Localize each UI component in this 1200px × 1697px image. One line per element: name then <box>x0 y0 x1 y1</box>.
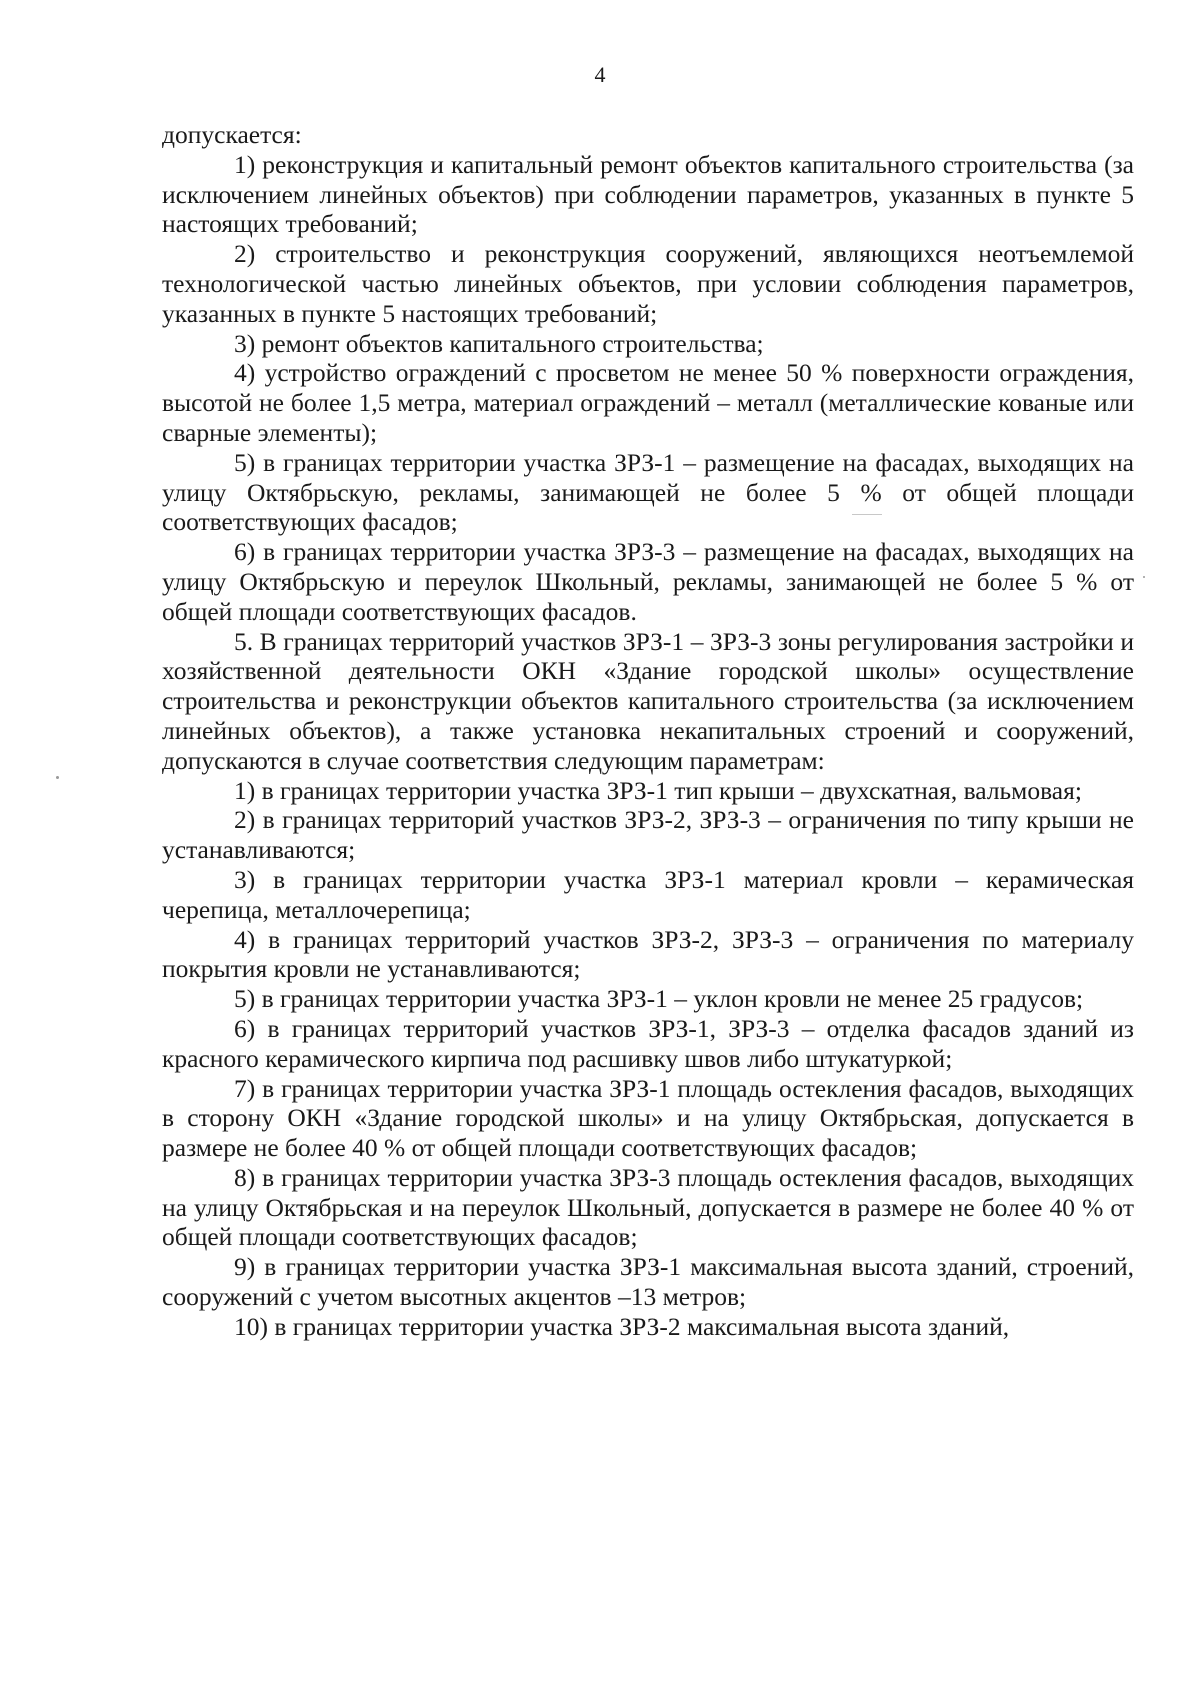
page-number: 4 <box>594 62 606 87</box>
paragraph-4: 4) устройство ограждений с просветом не менее 50 % поверхности ограждения, высотой не более 1,5 метра, материал ограждений – металл (металлические кованые или сварные элементы); <box>162 358 1134 447</box>
document-body <box>162 120 1134 1342</box>
paragraph-1: 1) реконструкция и капитальный ремонт объектов капитального строительства (за исключением линейных объектов) при соблюдении параметров, указанных в пункте 5 настоящих требований; <box>162 149 1134 239</box>
paragraph-11: 4) в границах территорий участков ЗРЗ-2, ЗРЗ-3 – ограничения по материалу покрытия кровли не устанавливаются; <box>162 924 1134 984</box>
paragraph-14: 7) в границах территории участка ЗРЗ-1 площадь остекления фасадов, выходящих в сторону ОКН «Здание городской школы» и на улицу Октябрьская, допускается в размере не более 40 % от общей площади соответствующих фасадов; <box>162 1073 1134 1163</box>
paragraph-3: 3) ремонт объектов капитального строительства; <box>234 328 764 358</box>
paragraph-8: 1) в границах территории участка ЗРЗ-1 тип крыши – двухскатная, вальмовая; <box>234 775 1082 805</box>
paragraph-13: 6) в границах территорий участков ЗРЗ-1, ЗРЗ-3 – отделка фасадов зданий из красного керамического кирпича под расшивку швов либо штукатуркой; <box>162 1013 1134 1073</box>
scan-speck <box>852 514 882 515</box>
paragraph-0: допускается: <box>162 120 302 149</box>
paragraph-7: 5. В границах территорий участков ЗРЗ-1 – ЗРЗ-3 зоны регулирования застройки и хозяйственной деятельности ОКН «Здание городской школы» осуществление строительства и реконструкции объектов капитального строительства (за исключением линейных объектов), а также установка некапитальных строений и сооружений, допускаются в случае соответствия следующим параметрам: <box>162 626 1134 775</box>
paragraph-2: 2) строительство и реконструкция сооружений, являющихся неотъемлемой технологической частью линейных объектов, при условии соблюдения параметров, указанных в пункте 5 настоящих требований; <box>162 239 1134 328</box>
paragraph-12: 5) в границах территории участка ЗРЗ-1 – уклон кровли не менее 25 градусов; <box>234 984 1084 1014</box>
paragraph-6: 6) в границах территории участка ЗРЗ-3 – размещение на фасадах, выходящих на улицу Октябрьскую и переулок Школьный, рекламы, занимающей не более 5 % от общей площади соответствующих фасадов. <box>162 537 1134 626</box>
paragraph-10: 3) в границах территории участка ЗРЗ-1 материал кровли – керамическая черепица, металлочерепица; <box>162 864 1134 924</box>
paragraph-5: 5) в границах территории участка ЗРЗ-1 – размещение на фасадах, выходящих на улицу Октябрьскую, рекламы, занимающей не более 5 % от общей площади соответствующих фасадов; <box>162 447 1134 537</box>
scan-speck <box>1143 576 1145 578</box>
scan-speck <box>56 776 59 779</box>
paragraph-17: 10) в границах территории участка ЗРЗ-2 максимальная высота зданий, <box>234 1311 1010 1341</box>
paragraph-15: 8) в границах территории участка ЗРЗ-3 площадь остекления фасадов, выходящих на улицу Октябрьская и на переулок Школьный, допускается в размере не более 40 % от общей площади соответствующих фасадов; <box>162 1162 1134 1252</box>
paragraph-16: 9) в границах территории участка ЗРЗ-1 максимальная высота зданий, строений, сооружений с учетом высотных акцентов –13 метров; <box>162 1252 1134 1312</box>
paragraph-9: 2) в границах территорий участков ЗРЗ-2, ЗРЗ-3 – ограничения по типу крыши не устанавливаются; <box>162 805 1134 865</box>
